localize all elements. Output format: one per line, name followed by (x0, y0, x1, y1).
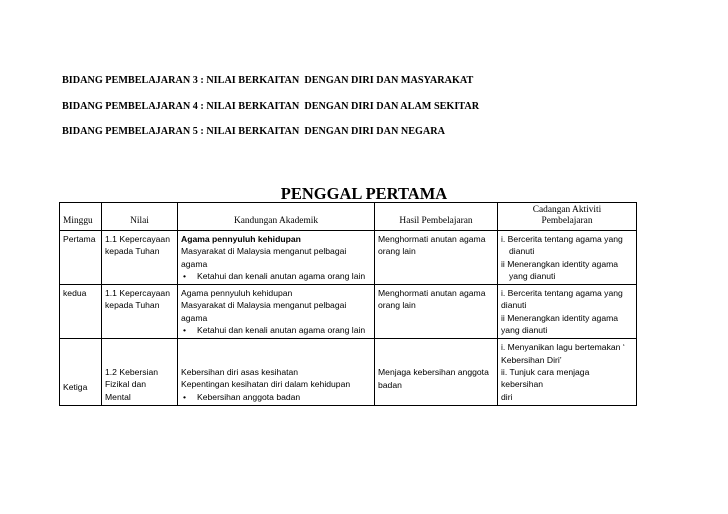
section-title: PENGGAL PERTAMA (280, 184, 448, 203)
cell-nilai (102, 339, 178, 405)
table-header-row (60, 203, 637, 231)
heading-bidang-4: BIDANG PEMBELAJARAN 4 : NILAI BERKAITAN DENGAN DIRI DAN ALAM SEKITAR (62, 101, 480, 112)
cell-nilai (102, 231, 178, 285)
cadangan-line: ii. Tunjuk cara menjaga kebersihan (501, 366, 590, 390)
hasil-line: Menghormati anutan agama (378, 234, 486, 244)
cadangan-line: Kebersihan Diri’ (501, 354, 562, 365)
nilai-line: kepada Tuhan (105, 300, 160, 311)
cadangan-line: ii Menerangkan identity agama (501, 312, 619, 323)
hasil-line: orang lain (378, 300, 416, 311)
heading-bidang-5: BIDANG PEMBELAJARAN 5 : NILAI BERKAITAN DENGAN DIRI DAN NEGARA (62, 126, 446, 137)
cell-kandungan (178, 231, 375, 285)
cadangan-line: i. Menyanikan lagu bertemakan ‘ (501, 342, 625, 353)
col-header-nilai: Nilai (102, 203, 178, 231)
col-header-cadangan (498, 203, 637, 231)
nilai-line: 1.1 Kepercayaan (105, 288, 170, 299)
nilai-line: Fizikal dan (105, 379, 147, 390)
col-header-kandungan: Kandungan Akademik (178, 203, 375, 231)
cell-nilai (102, 285, 178, 339)
cell-cadangan (498, 339, 637, 405)
bullet-icon: • (183, 270, 187, 281)
kandungan-bullet-item: • Ketahui dan kenali anutan agama orang lain (183, 325, 366, 336)
cell-kandungan (178, 285, 375, 339)
cadangan-line: dianuti (509, 246, 535, 257)
cadangan-line: yang dianuti (509, 270, 556, 281)
col-header-cadangan-line1: Cadangan Aktiviti (532, 205, 602, 215)
col-header-minggu: Minggu (60, 203, 102, 231)
bullet-icon: • (183, 391, 187, 402)
kandungan-bullet-item: • Ketahui dan kenali anutan agama orang lain (183, 270, 366, 281)
cell-minggu: Pertama (60, 231, 102, 285)
kandungan-bullet-item: • Kebersihan anggota badan (183, 391, 301, 402)
nilai-line: 1.1 Kepercayaan (105, 234, 170, 244)
cadangan-line: diri (501, 391, 513, 402)
kandungan-line: Masyarakat di Malaysia menganut pelbagai (181, 246, 347, 257)
heading-bidang-3: BIDANG PEMBELAJARAN 3 : NILAI BERKAITAN DENGAN DIRI DAN MASYARAKAT (62, 75, 474, 86)
table-row (60, 339, 637, 405)
nilai-line: 1.2 Kebersian (105, 366, 159, 377)
cell-hasil (375, 285, 498, 339)
kandungan-line: agama (181, 312, 208, 323)
cell-hasil (375, 231, 498, 285)
table-row (60, 231, 637, 285)
kandungan-topic: Agama pennyuluh kehidupan (181, 234, 301, 244)
col-header-hasil: Hasil Pembelajaran (375, 203, 498, 231)
col-header-cadangan-line2: Pembelajaran (541, 216, 593, 226)
cell-kandungan (178, 339, 375, 405)
cell-hasil (375, 339, 498, 405)
cadangan-line: i. Bercerita tentang agama yang (501, 288, 623, 299)
kandungan-line: Kepentingan kesihatan diri dalam kehidupan (181, 379, 351, 390)
table-row (60, 285, 637, 339)
cadangan-line: dianuti (501, 300, 527, 311)
bullet-icon: • (183, 325, 187, 336)
cadangan-line: yang dianuti (501, 325, 548, 336)
cadangan-line: i. Bercerita tentang agama yang (501, 234, 623, 244)
kandungan-topic: Agama pennyuluh kehidupan (181, 288, 293, 299)
nilai-line: kepada Tuhan (105, 246, 160, 257)
cell-minggu: Ketiga (60, 339, 102, 405)
hasil-line: Menjaga kebersihan anggota (378, 367, 489, 378)
hasil-line: Menghormati anutan agama (378, 288, 486, 299)
cell-cadangan (498, 231, 637, 285)
kandungan-line: agama (181, 258, 208, 269)
hasil-line: badan (378, 379, 402, 390)
cell-minggu: kedua (60, 285, 102, 339)
nilai-line: Mental (105, 391, 131, 402)
curriculum-table (59, 202, 637, 406)
cell-cadangan (498, 285, 637, 339)
cadangan-line: ii Menerangkan identity agama (501, 258, 619, 269)
hasil-line: orang lain (378, 246, 416, 257)
kandungan-line: Masyarakat di Malaysia menganut pelbagai (181, 300, 347, 311)
kandungan-topic: Kebersihan diri asas kesihatan (181, 366, 299, 377)
